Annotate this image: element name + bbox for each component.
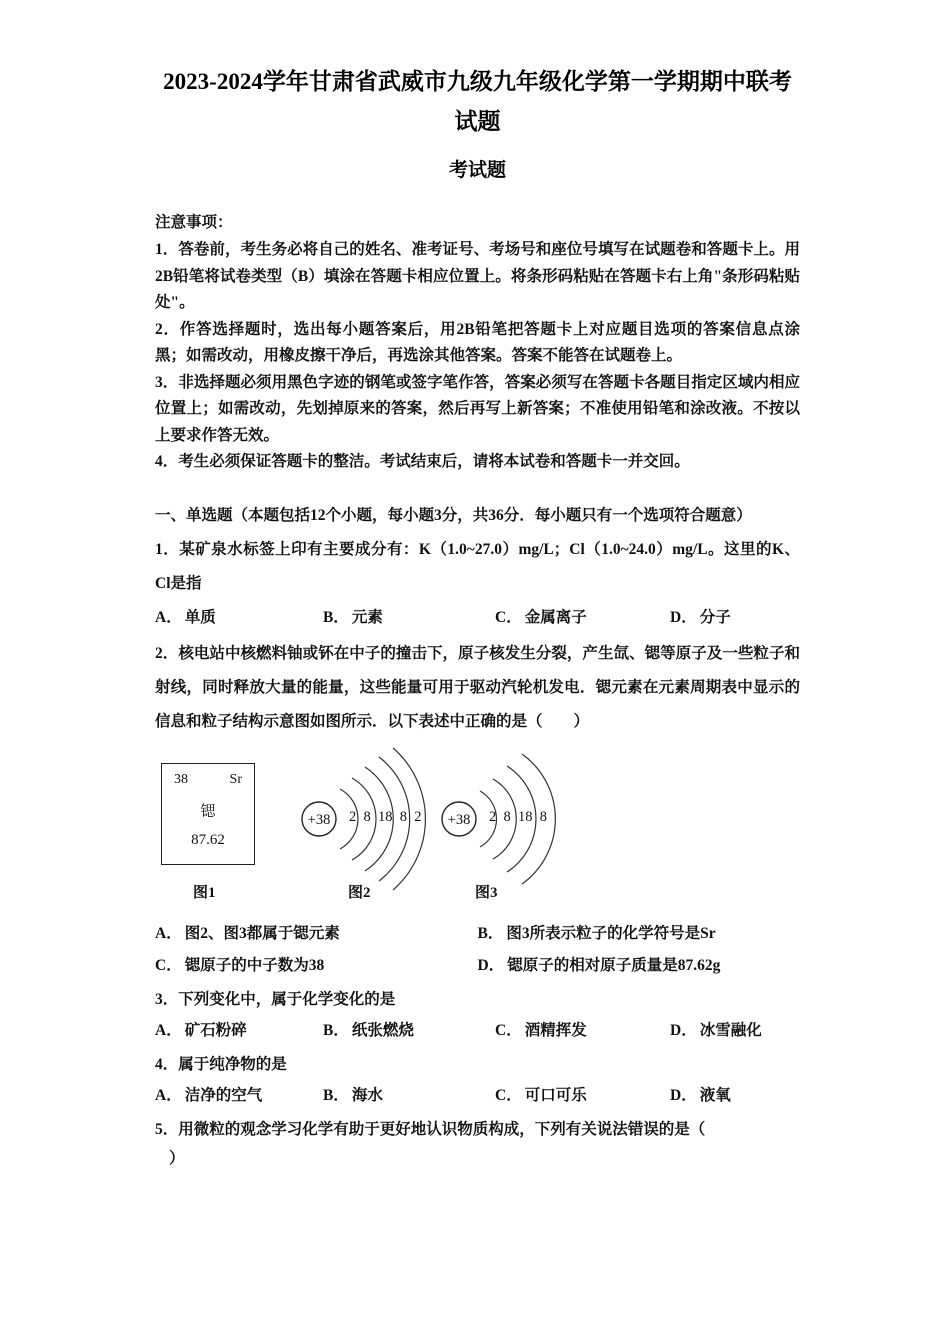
option-4-d[interactable] xyxy=(670,1081,731,1111)
figure-captions xyxy=(155,881,800,907)
atom-diagram-3 xyxy=(431,745,681,895)
option-label: 元素 xyxy=(351,608,383,626)
question-1-options xyxy=(155,603,800,633)
element-symbol: Sr xyxy=(229,771,242,787)
figure-caption-2: 图2 xyxy=(348,884,371,901)
option-label: 可口可乐 xyxy=(524,1086,587,1104)
option-label: 单质 xyxy=(184,608,216,626)
page-title: 2023-2024学年甘肃省武威市九级九年级化学第一学期期中联考试题 xyxy=(163,69,792,134)
option-label: 金属离子 xyxy=(524,608,587,626)
notice-item-2: 2．作答选择题时，选出每小题答案后，用2B铅笔把答题卡上对应题目选项的答案信息点涂黑；如需改动，用橡皮擦干净后，再选涂其他答案。答案不能答在试题卷上。 xyxy=(155,320,800,364)
option-1-c[interactable] xyxy=(495,603,670,633)
option-letter: C． xyxy=(495,1086,522,1104)
option-1-a[interactable] xyxy=(155,603,323,633)
option-label: 矿石粉碎 xyxy=(184,1021,247,1039)
option-label: 海水 xyxy=(351,1086,383,1104)
question-2-options-row-2 xyxy=(155,951,800,981)
shell-electron-count: 2 xyxy=(414,808,422,825)
option-letter: C． xyxy=(495,1021,522,1039)
question-5-text: 5．用微粒的观念学习化学有助于更好地认识物质构成，下列有关说法错误的是（ xyxy=(155,1120,706,1138)
element-atomic-number: 38 xyxy=(174,771,188,787)
atom-shell-svg xyxy=(431,745,681,895)
element-box-top-row xyxy=(162,772,254,788)
option-letter: C． xyxy=(495,608,522,626)
option-1-d[interactable] xyxy=(670,603,731,633)
option-label: 锶原子的中子数为38 xyxy=(184,956,325,974)
option-label: 液氧 xyxy=(699,1086,731,1104)
shell-electron-count: 8 xyxy=(399,808,407,825)
option-3-b[interactable] xyxy=(323,1016,495,1046)
option-label: 分子 xyxy=(699,608,731,626)
option-label: 纸张燃烧 xyxy=(351,1021,414,1039)
notice-item-1: 1．答卷前，考生务必将自己的姓名、准考证号、考场号和座位号填写在试题卷和答题卡上。用2B铅笔将试卷类型（B）填涂在答题卡相应位置上。将条形码粘贴在答题卡右上角"条形码粘贴处"。 xyxy=(155,241,800,311)
element-chinese-name: 锶 xyxy=(200,803,216,820)
shell-electron-count: 18 xyxy=(518,808,533,825)
question-1-text: 1．某矿泉水标签上印有主要成分有：K（1.0~27.0）mg/L；Cl（1.0~24.0）mg/L。这里的K、Cl是指 xyxy=(155,540,800,592)
shell-electron-count: 8 xyxy=(539,808,547,825)
element-atomic-mass: 87.62 xyxy=(191,831,225,848)
option-label: 图2、图3都属于锶元素 xyxy=(184,924,340,942)
question-2-text: 2．核电站中核燃料铀或钚在中子的撞击下，原子核发生分裂，产生氙、锶等原子及一些粒子和射线，同时释放大量的能量，这些能量可用于驱动汽轮机发电．锶元素在元素周期表中显示的信息和粒子结构示意图如图所示．以下表述中正确的是（ ） xyxy=(155,644,800,730)
atom-shell-numbers-3 xyxy=(489,809,547,826)
shell-electron-count: 8 xyxy=(363,808,371,825)
option-2-b[interactable] xyxy=(478,919,801,949)
question-2-figure xyxy=(155,745,800,917)
option-letter: A． xyxy=(155,1086,182,1104)
option-1-b[interactable] xyxy=(323,603,495,633)
option-letter: D． xyxy=(670,1021,697,1039)
notice-block xyxy=(155,210,800,476)
option-letter: B． xyxy=(323,608,349,626)
option-letter: A． xyxy=(155,1021,182,1039)
question-3-text: 3．下列变化中，属于化学变化的是 xyxy=(155,990,396,1008)
option-2-d[interactable] xyxy=(478,951,801,981)
option-4-a[interactable] xyxy=(155,1081,323,1111)
option-3-a[interactable] xyxy=(155,1016,323,1046)
option-letter: D． xyxy=(477,956,505,974)
figure-caption-3: 图3 xyxy=(475,884,498,901)
shell-electron-count: 2 xyxy=(349,808,357,825)
page-subtitle: 考试题 xyxy=(448,160,506,181)
option-3-d[interactable] xyxy=(670,1016,762,1046)
option-letter: A． xyxy=(155,608,182,626)
periodic-element-box xyxy=(161,763,255,865)
question-2-options-row-1 xyxy=(155,919,800,949)
shell-electron-count: 18 xyxy=(378,808,393,825)
option-label: 冰雪融化 xyxy=(699,1021,762,1039)
option-3-c[interactable] xyxy=(495,1016,670,1046)
nucleus-charge-label: +38 xyxy=(447,811,471,828)
option-letter: B． xyxy=(323,1021,349,1039)
option-letter: D． xyxy=(670,608,697,626)
option-2-c[interactable] xyxy=(155,951,478,981)
shell-electron-count: 8 xyxy=(503,808,511,825)
nucleus-charge-label: +38 xyxy=(307,811,331,828)
atom-shell-numbers-2 xyxy=(349,809,422,826)
question-3-options xyxy=(155,1016,800,1046)
question-5-text-continued: ） xyxy=(169,1149,185,1167)
notice-item-3: 3．非选择题必须用黑色字迹的钢笔或签字笔作答，答案必须写在答题卡各题目指定区域内相应位置上；如需改动，先划掉原来的答案，然后再写上新答案；不准使用铅笔和涂改液。不按以上要求作答无效。 xyxy=(155,373,800,444)
option-letter: A． xyxy=(155,924,182,942)
option-4-c[interactable] xyxy=(495,1081,670,1111)
page-content xyxy=(155,62,800,1173)
question-4-text: 4．属于纯净物的是 xyxy=(155,1055,287,1073)
option-letter: C． xyxy=(155,956,182,974)
option-label: 锶原子的相对原子质量是87.62g xyxy=(507,956,721,974)
shell-electron-count: 2 xyxy=(489,808,497,825)
option-letter: D． xyxy=(670,1086,697,1104)
option-letter: B． xyxy=(323,1086,349,1104)
figure-caption-1: 图1 xyxy=(193,884,216,901)
option-letter: B． xyxy=(477,924,504,942)
option-2-a[interactable] xyxy=(155,919,478,949)
option-label: 图3所表示粒子的化学符号是Sr xyxy=(506,924,716,942)
question-4-options xyxy=(155,1081,800,1111)
option-label: 洁净的空气 xyxy=(184,1086,263,1104)
section-heading: 一、单选题（本题包括12个小题，每小题3分，共36分．每小题只有一个选项符合题意） xyxy=(155,506,752,524)
notice-item-4: 4．考生必须保证答题卡的整洁。考试结束后，请将本试卷和答题卡一并交回。 xyxy=(155,453,690,470)
option-label: 酒精挥发 xyxy=(524,1021,587,1039)
option-4-b[interactable] xyxy=(323,1081,495,1111)
notice-heading: 注意事项： xyxy=(155,214,233,231)
